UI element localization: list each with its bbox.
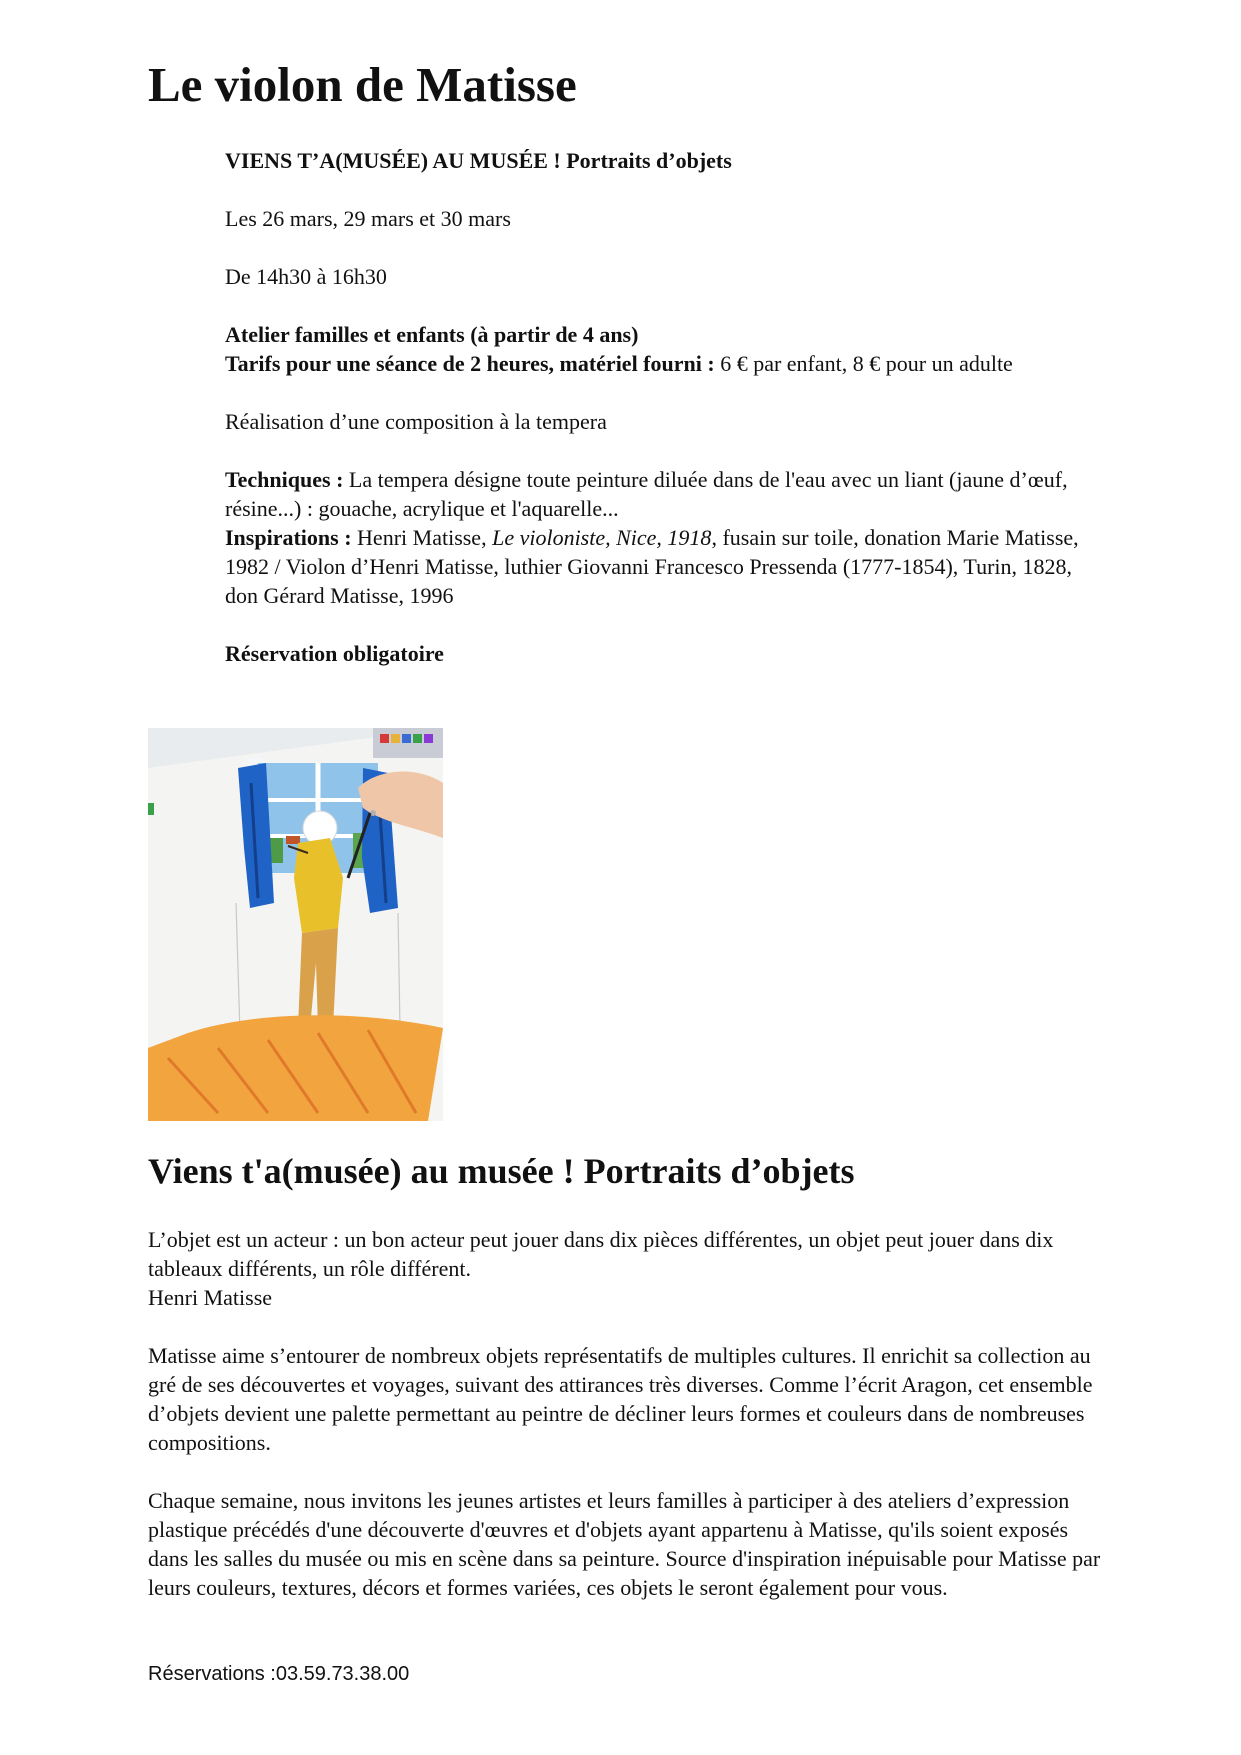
quote-author: Henri Matisse — [148, 1285, 273, 1310]
inspirations-text-1: Henri Matisse, — [351, 525, 493, 550]
event-audience: Atelier familles et enfants (à partir de 4 ans) — [225, 322, 639, 347]
inspirations-artwork: Le violoniste, Nice, 1918 — [492, 525, 712, 550]
techniques-text: La tempera désigne toute peinture diluée dans de l'eau avec un liant (jaune d’œuf, résine...) : gouache, acrylique et l'aquarelle... — [225, 467, 1068, 521]
matisse-quote: L’objet est un acteur : un bon acteur peut jouer dans dix pièces différentes, un objet peut jouer dans dix tableaux différents, un rôle différent. — [148, 1227, 1054, 1281]
event-techniques — [225, 465, 1105, 523]
child-painting-illustration — [148, 728, 443, 1121]
event-dates: Les 26 mars, 29 mars et 30 mars — [225, 206, 511, 231]
prices-value: 6 € par enfant, 8 € pour un adulte — [714, 351, 1013, 376]
quote-block — [148, 1225, 1108, 1312]
paragraph-collection: Matisse aime s’entourer de nombreux objets représentatifs de multiples cultures. Il enrichit sa collection au gré de ses découvertes et voyages, suivant des attirances très diverses. Comme l’écrit Aragon, cet ensemble d’objets devient une palette permettant au peintre de décliner leurs formes et couleurs dans de nombreuses compositions. — [148, 1343, 1093, 1455]
inspirations-text-2: , fusain sur toile, donation Marie Matisse, 1982 / Violon d’Henri Matisse, luthier Giovanni Francesco Pressenda (1777-1854), Turin, 1828, don Gérard Matisse, 1996 — [225, 525, 1079, 608]
section-heading: Viens t'a(musée) au musée ! Portraits d’objets — [148, 1151, 855, 1191]
reservation-phone: Réservations :03.59.73.38.00 — [148, 1663, 410, 1685]
workshop-photo — [148, 728, 443, 1121]
event-realisation: Réalisation d’une composition à la tempera — [225, 409, 607, 434]
paragraph-workshops: Chaque semaine, nous invitons les jeunes artistes et leurs familles à participer à des ateliers d’expression plastique précédés d'une découverte d'œuvres et d'objets ayant appartenu à Matisse, qu'ils soient exposés dans les salles du musée ou mis en scène dans sa peinture. Source d'inspiration inépuisable pour Matisse par leurs couleurs, textures, décors et formes variées, ces objets le seront également pour vous. — [148, 1488, 1101, 1600]
event-reservation: Réservation obligatoire — [225, 641, 444, 666]
event-inspirations — [225, 523, 1105, 610]
prices-label: Tarifs pour une séance de 2 heures, matériel fourni : — [225, 351, 715, 376]
inspirations-label: Inspirations : — [225, 525, 352, 550]
event-heading: VIENS T’A(MUSÉE) AU MUSÉE ! Portraits d’objets — [225, 148, 732, 173]
event-info — [225, 146, 1105, 697]
page-title: Le violon de Matisse — [148, 57, 577, 112]
event-hours: De 14h30 à 16h30 — [225, 264, 387, 289]
techniques-label: Techniques : — [225, 467, 344, 492]
section-body — [148, 1225, 1108, 1631]
event-prices — [225, 349, 1105, 378]
